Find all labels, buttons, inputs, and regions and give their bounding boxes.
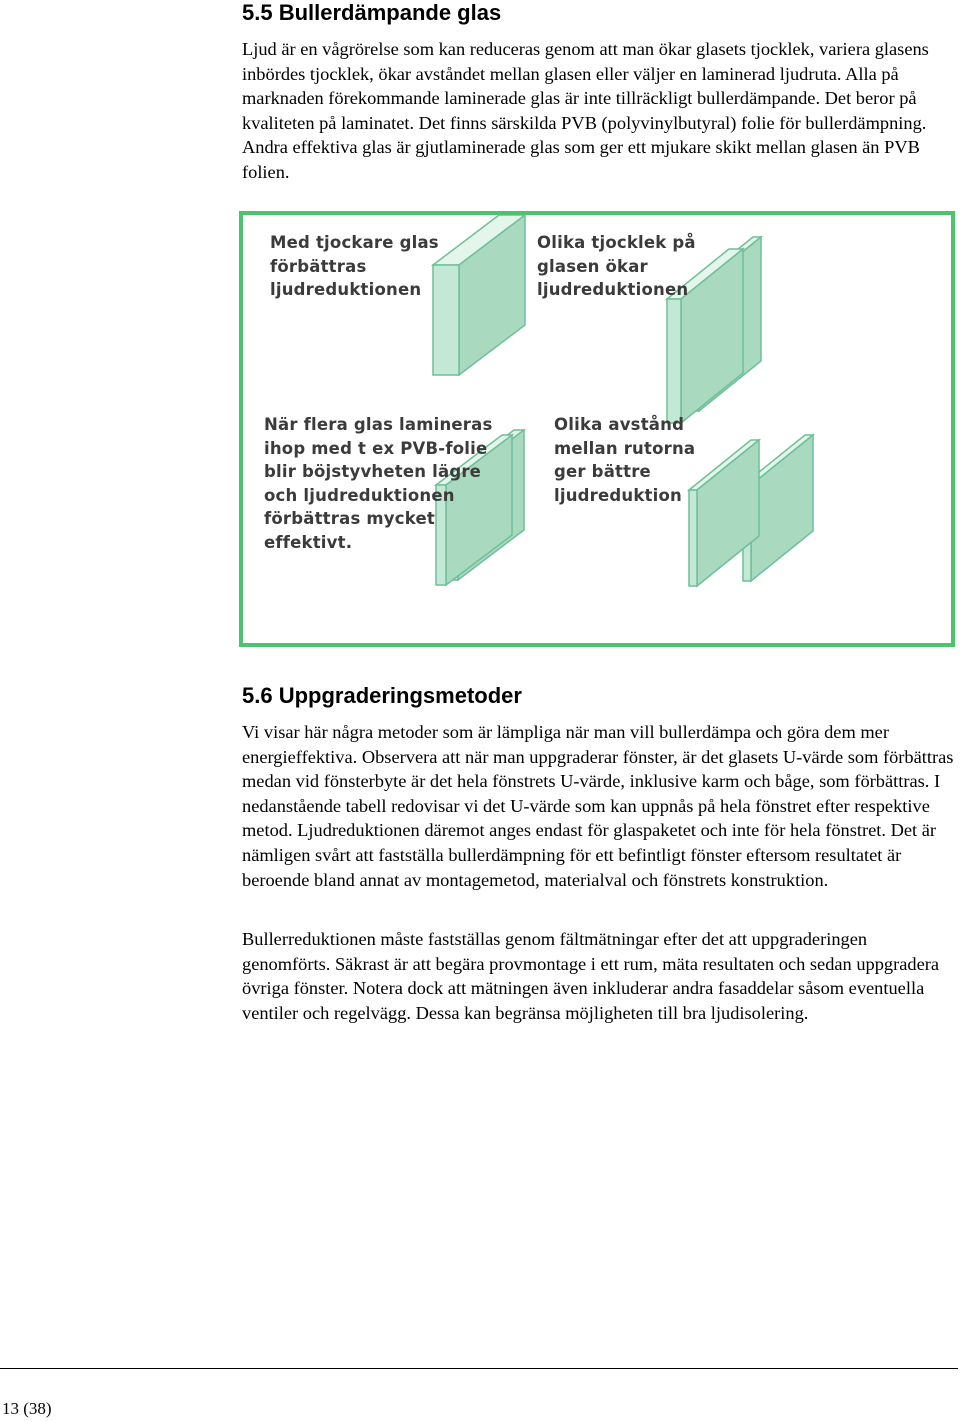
section-5-6-paragraph-2: Bullerreduktionen måste fastställas genom fältmätningar efter det att uppgraderingen genomförts. Säkrast är att begära provmontage i ett rum, mäta resultaten och sedan uppgradera övriga fönster. Notera dock att mätningen även inkluderar andra fasaddelar såsom eventuella ventiler och regelvägg. Dessa kan begränsa möjligheten till bra ljudisolering. (242, 929, 940, 1023)
thick-glass-pane (433, 215, 525, 375)
section-5-6-heading: 5.6 Uppgraderingsmetoder (242, 683, 522, 708)
footer-rule (0, 1368, 958, 1369)
caption-spacing: Olika avstånd mellan rutorna ger bättre ljudreduktion (554, 415, 696, 505)
spaced-glass-panes (689, 435, 813, 586)
section-5-5-paragraph: Ljud är en vågrörelse som kan reduceras genom att man ökar glasets tjocklek, variera glasens inbördes tjocklek, ökar avståndet mellan glasen eller väljer en laminerad ljudruta. Alla på marknaden förekommande laminerade glas är inte tillräckligt bullerdämpande. Det beror på kvaliteten på laminatet. Det finns särskilda PVB (polyvinylbutyral) folie för bullerdämpning. Andra effektiva glas är gjutlaminerade glas som ger ett mjukare skikt mellan glasen än PVB folien. (242, 39, 929, 182)
section-5-6-paragraph-1: Vi visar här några metoder som är lämpliga när man vill bullerdämpa och göra dem mer energieffektiva. Observera att när man uppgraderar fönster, är det glasets U-värde som förbättras medan vid fönsterbyte är det hela fönstrets U-värde, inklusive karm och båge, som förbättras. I nedanstående tabell redovisar vi det U-värde som kan uppnås på hela fönstret efter respektive metod. Ljudreduktionen däremot anges endast för glaspaketet och inte för hela fönstret. Det är nämligen svårt att fastställa bullerdämpning för ett befintligt fönster eftersom resultatet är beroende bland annat av montagemetod, materialval och fönstrets konstruktion. (242, 722, 954, 890)
caption-thicker-glass: Med tjockare glas förbättras ljudreduktionen (270, 233, 439, 299)
caption-different-thickness: Olika tjocklek på glasen ökar ljudreduktionen (537, 233, 696, 299)
section-5-5-heading: 5.5 Bullerdämpande glas (242, 0, 502, 25)
caption-laminated: När flera glas lamineras ihop med t ex PVB-folie blir böjstyvheten lägre och ljudreduktionen förbättras mycket effektivt. (264, 415, 493, 552)
page-number: 13 (38) (2, 1399, 52, 1418)
glass-figure (239, 211, 955, 647)
